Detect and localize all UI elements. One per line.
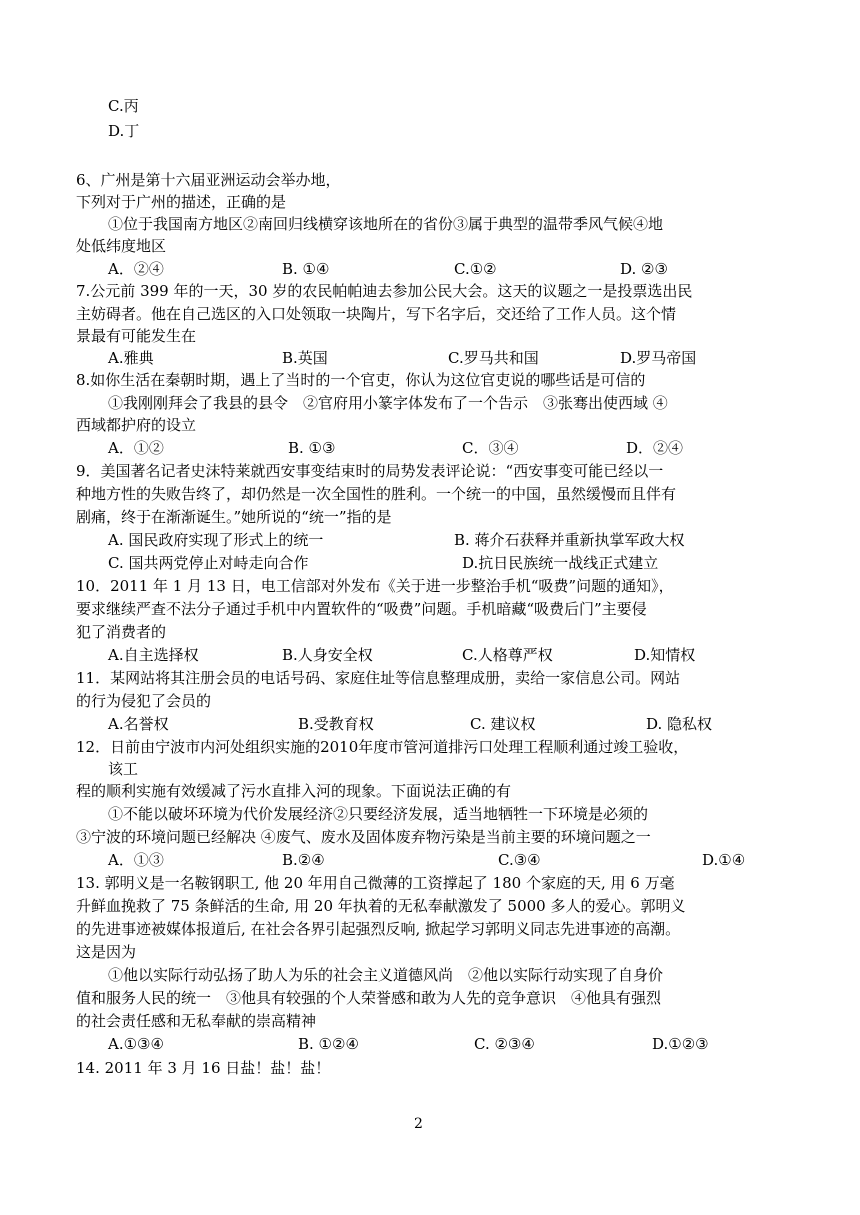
- question-10-stem-line: 要求继续严查不法分子通过手机中内置软件的“吸费”问题。手机暗藏“吸费后门”主要侵: [76, 600, 647, 618]
- question-10-stem: 10．2011 年 1 月 13 日，电工信部对外发布《关于进一步整治手机“吸费”问题的通知》，: [76, 577, 674, 595]
- question-12-stem: 12．日前由宁波市内河处组织实施的2010年度市管河道排污口处理工程顺利通过竣工验收，: [76, 738, 689, 756]
- option-d-ding: D.丁: [108, 122, 140, 140]
- question-11-stem-line: 的行为侵犯了会员的: [76, 692, 212, 710]
- option-b: B. 蒋介石获释并重新执掌军政大权: [454, 531, 685, 549]
- option-d: D.知情权: [634, 646, 696, 664]
- question-13-stem-line: 升鲜血挽救了 75 条鲜活的生命, 用 20 年执着的无私奉献激发了 5000 多人的爱心。郭明义: [76, 897, 686, 915]
- question-13-stem-line: 这是因为: [76, 943, 137, 961]
- option-d: D.①②③: [652, 1035, 709, 1053]
- question-12-stem-line: 程的顺利实施有效缓减了污水直排入河的现象。下面说法正确的有: [76, 782, 512, 800]
- question-13-stem: 13. 郭明义是一名鞍钢职工, 他 20 年用自己微薄的工资撑起了 180 个家庭的天, 用 6 万毫: [76, 874, 675, 892]
- question-8-stem: 8.如你生活在秦朝时期，遇上了当时的一个官吏，你认为这位官吏说的哪些话是可信的: [76, 371, 646, 389]
- question-11-stem: 11．某网站将其注册会员的电话号码、家庭住址等信息整理成册，卖给一家信息公司。网站: [76, 669, 681, 687]
- question-12-statements: ①不能以破坏环境为代价发展经济②只要经济发展，适当地牺牲一下环境是必须的: [108, 805, 649, 823]
- question-8-statements: ①我刚刚拜会了我县的县令 ②官府用小篆字体发布了一个告示 ③张骞出使西域 ④: [108, 394, 668, 412]
- page-number: 2: [414, 1116, 423, 1132]
- question-9-stem-line: 剧痛，终于在渐渐诞生。”她所说的“统一”指的是: [76, 508, 392, 526]
- option-c: C. 国共两党停止对峙走向合作: [108, 554, 309, 572]
- option-a: A．①②: [108, 439, 164, 457]
- question-12-statements-line: ③宁波的环境问题已经解决 ④废气、废水及固体废弃物污染是当前主要的环境问题之一: [76, 828, 651, 846]
- question-9-stem-line: 种地方性的失败告终了，却仍然是一次全国性的胜利。一个统一的中国，虽然缓慢而且伴有: [76, 485, 677, 503]
- option-b: B. ①④: [282, 260, 330, 278]
- question-12-stem-wrap: 该工: [108, 760, 139, 778]
- option-c: C.罗马共和国: [448, 349, 539, 367]
- option-d: D. 隐私权: [646, 715, 713, 733]
- option-a: A.①③④: [108, 1035, 164, 1053]
- option-b: B.②④: [282, 851, 325, 869]
- question-10-stem-line: 犯了消费者的: [76, 623, 167, 641]
- option-b: B.受教育权: [298, 715, 374, 733]
- question-7-stem: 7.公元前 399 年的一天，30 岁的农民帕帕迪去参加公民大会。这天的议题之一是投票选出民: [76, 282, 693, 300]
- option-d: D．②④: [626, 439, 684, 457]
- question-13-statements-line: 的社会责任感和无私奉献的崇高精神: [76, 1012, 317, 1030]
- option-c: C.人格尊严权: [462, 646, 553, 664]
- option-d: D.抗日民族统一战线正式建立: [462, 554, 659, 572]
- option-d: D.罗马帝国: [620, 349, 697, 367]
- question-13-statements-line: 值和服务人民的统一 ③他具有较强的个人荣誉感和敢为人先的竞争意识 ④他具有强烈: [76, 989, 662, 1007]
- question-7-stem-line: 主妨碍者。他在自己选区的入口处领取一块陶片，写下名字后，交还给了工作人员。这个情: [76, 305, 677, 323]
- question-6-stem: 6、广州是第十六届亚洲运动会举办地，: [76, 171, 341, 189]
- option-c: C.①②: [454, 260, 497, 278]
- option-b: B.英国: [282, 349, 328, 367]
- option-c: C．③④: [462, 439, 519, 457]
- option-a: A. 国民政府实现了形式上的统一: [108, 531, 324, 549]
- option-c: C. ②③④: [474, 1035, 535, 1053]
- option-a: A.自主选择权: [108, 646, 199, 664]
- question-8-statements-line: 西域都护府的设立: [76, 416, 197, 434]
- option-d: D. ②③: [620, 260, 668, 278]
- option-c-bing: C.丙: [108, 97, 139, 115]
- question-9-stem: 9．美国著名记者史沫特莱就西安事变结束时的局势发表评论说：“西安事变可能已经以一: [76, 462, 664, 480]
- option-a: A．②④: [108, 260, 164, 278]
- question-14-stem: 14. 2011 年 3 月 16 日盐！盐！盐！: [76, 1059, 331, 1077]
- option-a: A．①③: [108, 851, 164, 869]
- option-d: D.①④: [702, 851, 746, 869]
- option-b: B. ①③: [288, 439, 336, 457]
- option-a: A.名誉权: [108, 715, 169, 733]
- option-b: B. ①②④: [298, 1035, 359, 1053]
- option-c: C. 建议权: [470, 715, 536, 733]
- question-6-statements: ①位于我国南方地区②南回归线横穿该地所在的省份③属于典型的温带季风气候④地: [108, 215, 664, 233]
- option-a: A.雅典: [108, 349, 154, 367]
- question-7-stem-line: 景最有可能发生在: [76, 327, 197, 345]
- question-13-stem-line: 的先进事迹被媒体报道后, 在社会各界引起强烈反响, 掀起学习郭明义同志先进事迹的高潮。: [76, 920, 681, 938]
- option-c: C.③④: [498, 851, 541, 869]
- question-6-statements-line: 处低纬度地区: [76, 237, 167, 255]
- question-6-stem-line: 下列对于广州的描述，正确的是: [76, 193, 287, 211]
- question-13-statements: ①他以实际行动弘扬了助人为乐的社会主义道德风尚 ②他以实际行动实现了自身价: [108, 966, 664, 984]
- option-b: B.人身安全权: [282, 646, 373, 664]
